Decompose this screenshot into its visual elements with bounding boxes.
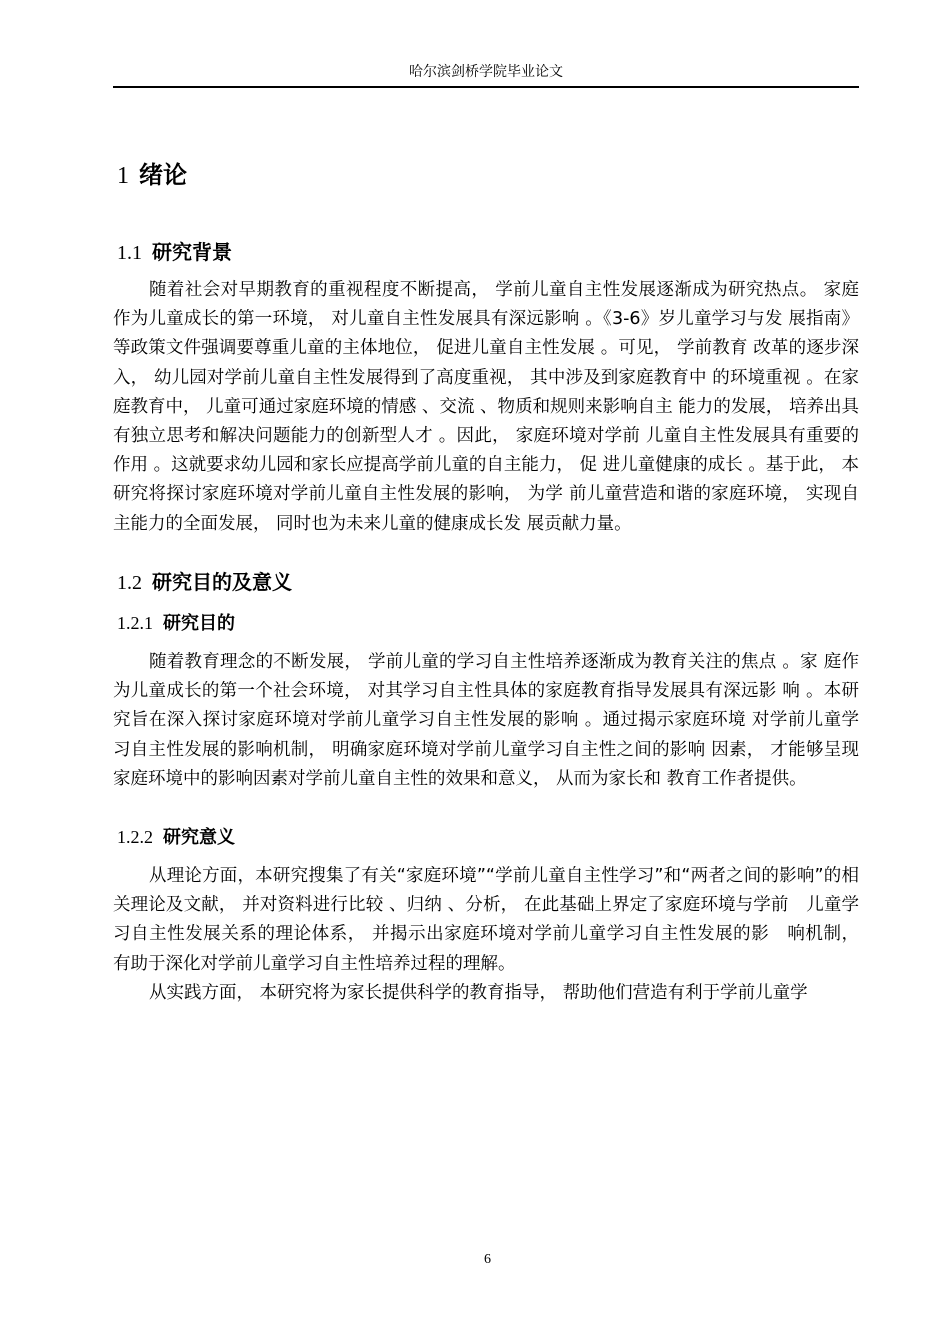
subsection-number: 1.2.2 (117, 827, 153, 847)
significance-paragraph-practice: 从实践方面， 本研究将为家长提供科学的教育指导， 帮助他们营造有利于学前儿童学 (149, 983, 808, 1003)
subsection-title: 研究目的 (163, 613, 235, 634)
section-heading-1-1 (117, 238, 232, 267)
section-title: 研究目的及意义 (152, 570, 292, 594)
background-paragraph: 随着社会对早期教育的重视程度不断提高， 学前儿童自主性发展逐渐成为研究热点。 家庭作为儿童成长的第一环境， 对儿童自主性发展具有深远影响 。《3-6》岁儿童学习与发 展指南》等政策文件强调要尊重儿童的主体地位， 促进儿童自主性发展 。可见， 学前教育 改革的逐步深入， 幼儿园对学前儿童自主性发展得到了高度重视， 其中涉及到家庭教育中 的环境重视 。在家庭教育中， 儿童可通过家庭环境的情感 、交流 、物质和规则来影响自主 能力的发展， 培养出具有独立思考和解决问题能力的创新型人才 。因此， 家庭环境对学前 儿童自主性发展具有重要的作用 。这就要求幼儿园和家长应提高学前儿童的自主能力， 促 进儿童健康的成长 。基于此， 本研究将探讨家庭环境对学前儿童自主性发展的影响， 为学 前儿童营造和谐的家庭环境， 实现自主能力的全面发展， 同时也为未来儿童的健康成长发 展贡献力量。 (113, 280, 859, 534)
section-title: 研究背景 (152, 240, 232, 264)
header-rule (113, 86, 859, 88)
section-heading-1-2 (117, 568, 292, 597)
page-number: 6 (484, 1252, 491, 1267)
chapter-heading (117, 158, 187, 193)
purpose-paragraph: 随着教育理念的不断发展， 学前儿童的学习自主性培养逐渐成为教育关注的焦点 。家 庭作为儿童成长的第一个社会环境， 对其学习自主性具体的家庭教育指导发展具有深远影 响 。本研究旨在深入探讨家庭环境对学前儿童学习自主性发展的影响 。通过揭示家庭环境 对学前儿童学习自主性发展的影响机制， 明确家庭环境对学前儿童学习自主性之间的影响 因素， 才能够呈现家庭环境中的影响因素对学前儿童自主性的效果和意义， 从而为家长和 教育工作者提供。 (113, 652, 859, 789)
significance-paragraph-theory: 从理论方面，本研究搜集了有关“家庭环境”“学前儿童自主性学习”和“两者之间的影响”的相关理论及文献， 并对资料进行比较 、归纳 、分析， 在此基础上界定了家庭环境与学前 儿童学习自主性发展关系的理论体系， 并揭示出家庭环境对学前儿童学习自主性发展的影 响机制， 有助于深化对学前儿童学习自主性培养过程的理解。 (113, 866, 859, 974)
section-number: 1.1 (117, 242, 142, 264)
subsection-heading-1-2-2 (117, 824, 235, 851)
running-header: 哈尔滨剑桥学院毕业论文 (409, 64, 563, 80)
chapter-number: 1 (117, 163, 129, 189)
section-number: 1.2 (117, 572, 142, 594)
subsection-title: 研究意义 (163, 827, 235, 848)
chapter-title: 绪论 (139, 161, 187, 189)
subsection-number: 1.2.1 (117, 613, 153, 633)
subsection-heading-1-2-1 (117, 610, 235, 637)
